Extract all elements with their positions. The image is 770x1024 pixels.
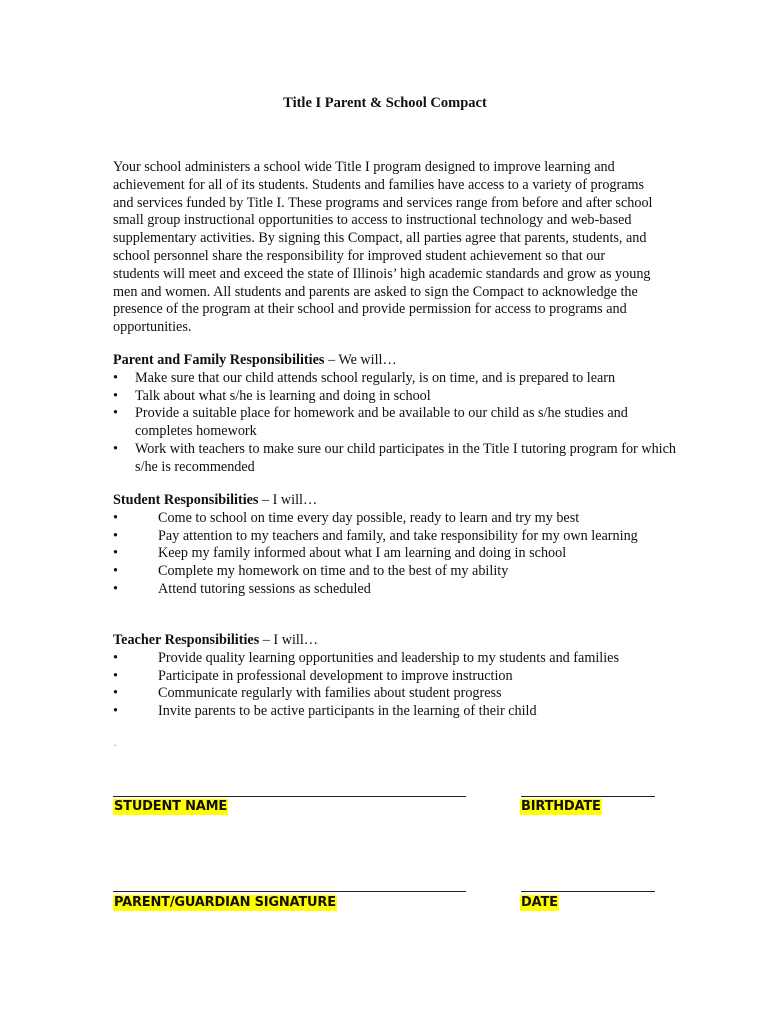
teacher-heading-suffix: – I will… [259,632,318,648]
list-item [113,405,650,441]
bullet-icon: • [113,405,118,422]
list-item-text: Keep my family informed about what I am learning and doing in school [158,545,567,562]
student-name-label: STUDENT NAME [114,799,228,814]
parent-responsibilities-list [113,369,677,477]
list-item [113,388,673,406]
list-item-text: Participate in professional development to improve instruction [158,667,513,684]
date-label: DATE [521,895,558,910]
teacher-heading-bold: Teacher Responsibilities [113,632,260,648]
intro-paragraph: Your school administers a school wide Title I program designed to improve learning and achievement for all of its students. Students and families have access to a variety of programs and services funded by Title I. These programs and services range from before and after school small group instructional opportunities to access to instructional technology and web-based supplementary activities. By signing this Compact, all parties agree that parents, students, and school personnel share the responsibility for improved student achievement so that our students will meet and exceed the state of Illinois’ high academic standards and grow as young men and women. All students and parents are asked to sign the Compact to acknowledge the presence of the program at their school and provide permission for access to programs and opportunities. [113,159,653,336]
bullet-icon: • [113,387,118,404]
student-heading-suffix: – I will… [258,492,318,508]
student-responsibilities-heading [113,492,673,510]
bullet-icon: • [113,667,118,684]
list-item-text: Provide a suitable place for homework and be available to our child as s/he studies and completes homework [135,405,628,440]
bullet-icon: • [113,509,118,526]
teacher-responsibilities-list [113,650,673,721]
parent-heading-bold: Parent and Family Responsibilities [113,352,325,368]
list-item [113,685,673,703]
list-item [113,563,673,581]
parent-responsibilities-heading [113,352,673,370]
list-item [113,650,673,668]
list-item-text: Invite parents to be active participants in the learning of their child [158,703,537,720]
list-item [113,528,678,546]
student-responsibilities-section [113,492,673,599]
parent-signature-label: PARENT/GUARDIAN SIGNATURE [114,895,336,910]
parent-responsibilities-section [113,352,677,477]
bullet-icon: • [113,369,118,386]
parent-heading-suffix: – We will… [324,352,397,368]
parent-signature-line[interactable] [113,891,466,892]
list-item [113,441,680,477]
bullet-icon: • [113,580,118,597]
stray-mark: . [114,738,117,749]
list-item [113,510,673,528]
list-item-text: Work with teachers to make sure our child participates in the Title I tutoring program for which s/he is recommended [135,440,677,475]
teacher-responsibilities-heading [113,632,673,650]
date-line[interactable] [521,891,655,892]
list-item [113,545,673,563]
list-item [113,581,673,599]
student-heading-bold: Student Responsibilities [113,492,259,508]
list-item [113,370,673,388]
teacher-responsibilities-section [113,632,673,721]
list-item-text: Complete my homework on time and to the best of my ability [158,563,509,580]
list-item [113,668,673,686]
bullet-icon: • [113,685,118,702]
student-name-line[interactable] [113,796,466,797]
birthdate-line[interactable] [521,796,655,797]
list-item-text: Provide quality learning opportunities and leadership to my students and families [158,649,620,666]
list-item [113,703,673,721]
list-item-text: Come to school on time every day possible, ready to learn and try my best [158,509,580,526]
list-item-text: Attend tutoring sessions as scheduled [158,580,371,597]
bullet-icon: • [113,545,118,562]
bullet-icon: • [113,563,118,580]
document-title: Title I Parent & School Compact [283,95,487,111]
student-responsibilities-list [113,510,673,599]
list-item-text: Pay attention to my teachers and family, and take responsibility for my own learning [158,527,638,544]
list-item-text: Communicate regularly with families about student progress [158,685,502,702]
list-item-text: Make sure that our child attends school regularly, is on time, and is prepared to learn [135,369,616,386]
bullet-icon: • [113,703,118,720]
birthdate-label: BIRTHDATE [521,799,601,814]
list-item-text: Talk about what s/he is learning and doing in school [135,387,431,404]
bullet-icon: • [113,649,118,666]
bullet-icon: • [113,440,118,457]
bullet-icon: • [113,527,118,544]
